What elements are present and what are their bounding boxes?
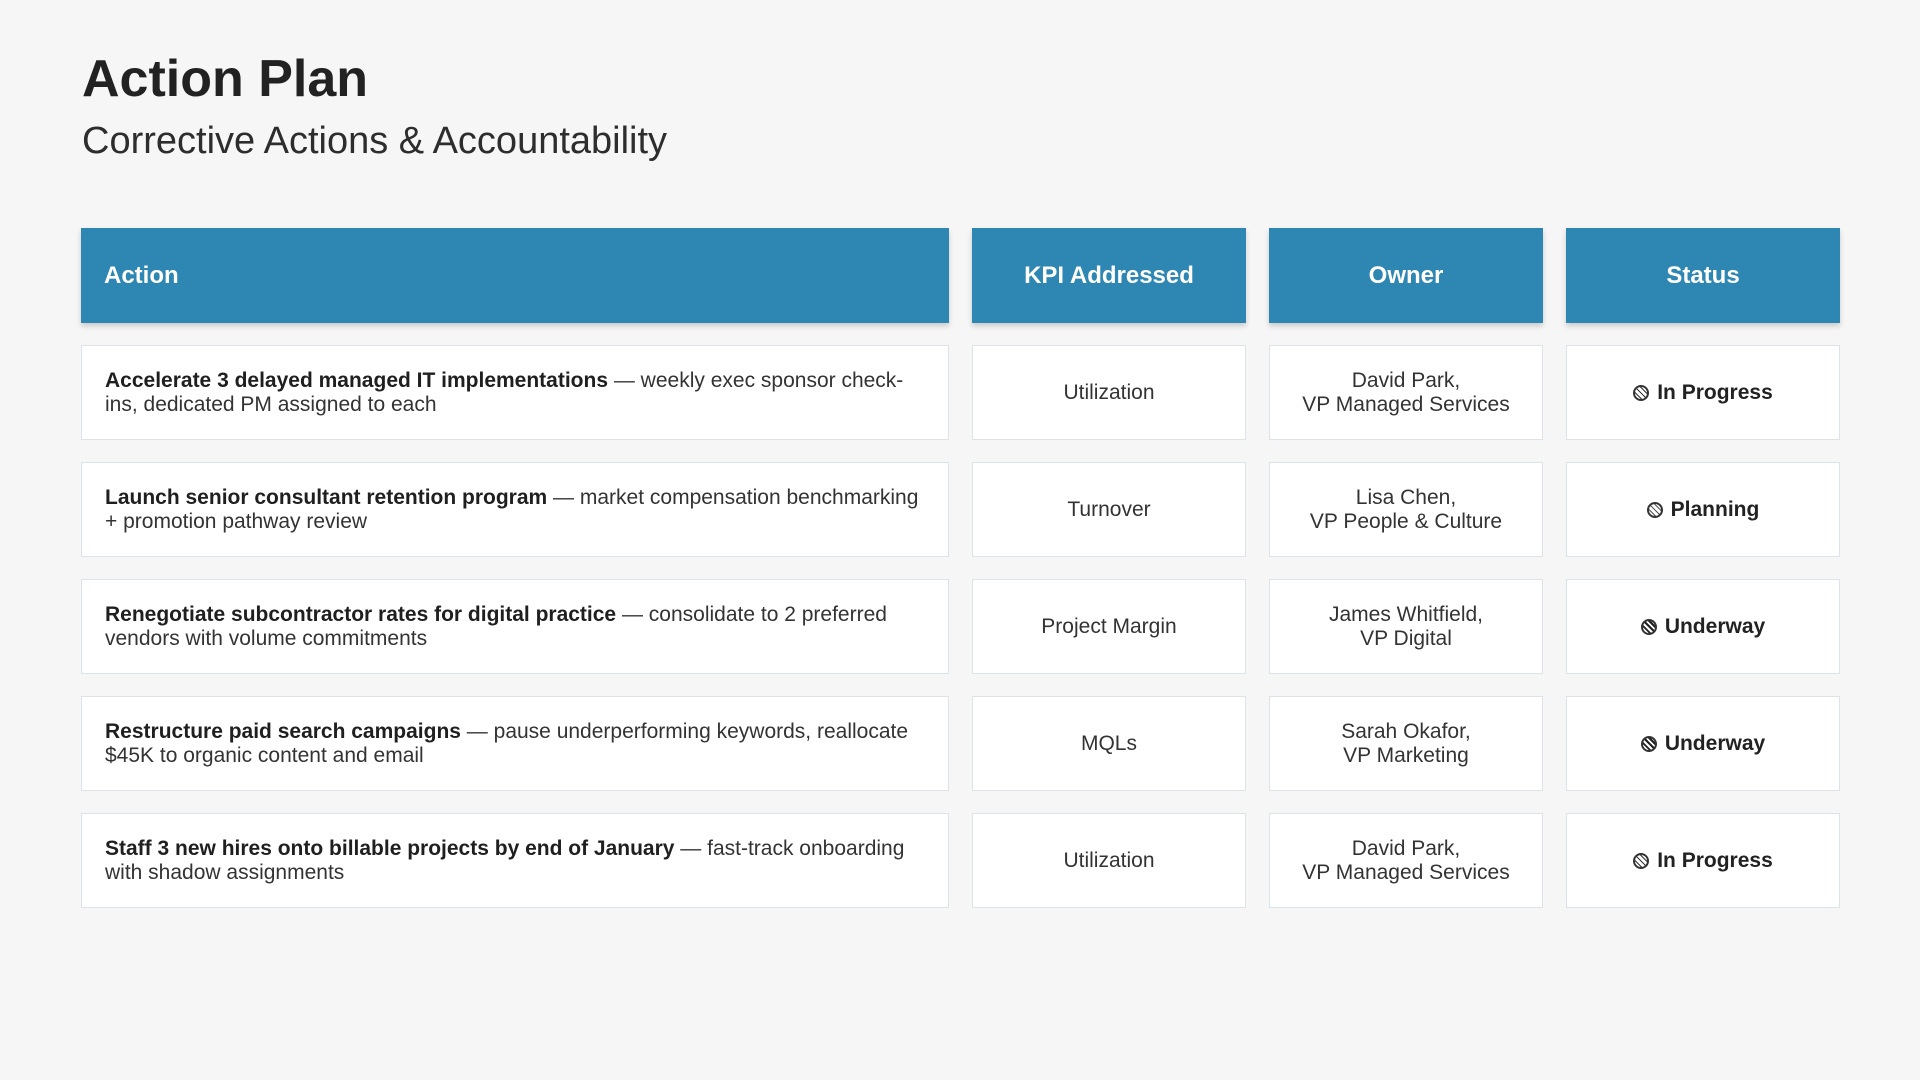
- status-cell: [1566, 813, 1840, 908]
- action-plan-table: [81, 228, 1840, 908]
- status-label: In Progress: [1657, 848, 1773, 872]
- action-detail: — market compensation benchmarking + promotion pathway review: [105, 485, 919, 533]
- action-text: [105, 369, 926, 417]
- owner-name: Sarah Okafor,: [1341, 719, 1471, 743]
- status-badge: [1633, 849, 1773, 873]
- owner-name: David Park,: [1351, 836, 1461, 860]
- in-progress-icon: [1633, 853, 1649, 869]
- table-row-action: [81, 345, 949, 440]
- table-row-action: [81, 696, 949, 791]
- owner-title: VP Digital: [1360, 626, 1452, 650]
- status-label: In Progress: [1657, 380, 1773, 404]
- status-label: Underway: [1664, 731, 1766, 755]
- owner-title: VP Managed Services: [1302, 392, 1510, 416]
- action-title: Accelerate 3 delayed managed IT implementations: [105, 368, 609, 392]
- table-row-action: [81, 579, 949, 674]
- action-title: Renegotiate subcontractor rates for digital practice: [105, 602, 617, 626]
- status-cell: [1566, 579, 1840, 674]
- owner-title: VP Marketing: [1343, 743, 1469, 767]
- action-detail: — fast-track onboarding with shadow assignments: [105, 836, 905, 884]
- status-badge: [1647, 498, 1760, 522]
- owner-cell: [1269, 579, 1543, 674]
- kpi-cell: MQLs: [972, 696, 1246, 791]
- in-progress-icon: [1633, 385, 1649, 401]
- table-row-action: [81, 462, 949, 557]
- status-badge: [1641, 615, 1765, 639]
- owner-title: VP People & Culture: [1309, 509, 1503, 533]
- kpi-cell: Utilization: [972, 345, 1246, 440]
- owner-name: Lisa Chen,: [1355, 485, 1457, 509]
- owner-cell: [1269, 345, 1543, 440]
- table-row-action: [81, 813, 949, 908]
- status-cell: [1566, 462, 1840, 557]
- header-kpi: KPI Addressed: [972, 228, 1246, 323]
- action-title: Restructure paid search campaigns: [105, 719, 461, 743]
- page-subtitle: Corrective Actions & Accountability: [82, 120, 668, 162]
- kpi-cell: Turnover: [972, 462, 1246, 557]
- owner-cell: [1269, 696, 1543, 791]
- action-text: [105, 720, 926, 768]
- status-cell: [1566, 696, 1840, 791]
- status-badge: [1633, 381, 1773, 405]
- action-text: [105, 486, 926, 534]
- planning-icon: [1647, 502, 1663, 518]
- status-badge: [1641, 732, 1765, 756]
- owner-cell: [1269, 813, 1543, 908]
- action-detail: — weekly exec sponsor check-ins, dedicated PM assigned to each: [105, 368, 904, 416]
- owner-name: David Park,: [1351, 368, 1461, 392]
- owner-name: James Whitfield,: [1328, 602, 1484, 626]
- kpi-cell: Project Margin: [972, 579, 1246, 674]
- underway-icon: [1641, 736, 1657, 752]
- action-text: [105, 837, 926, 885]
- status-cell: [1566, 345, 1840, 440]
- action-text: [105, 603, 926, 651]
- action-title: Launch senior consultant retention program: [105, 485, 548, 509]
- status-label: Underway: [1664, 614, 1766, 638]
- page-title: Action Plan: [82, 50, 369, 108]
- action-title: Staff 3 new hires onto billable projects by end of January: [105, 836, 675, 860]
- action-detail: — consolidate to 2 preferred vendors with volume commitments: [105, 602, 887, 650]
- owner-cell: [1269, 462, 1543, 557]
- action-detail: — pause underperforming keywords, reallocate $45K to organic content and email: [105, 719, 909, 767]
- underway-icon: [1641, 619, 1657, 635]
- owner-title: VP Managed Services: [1302, 860, 1510, 884]
- header-owner: Owner: [1269, 228, 1543, 323]
- kpi-cell: Utilization: [972, 813, 1246, 908]
- header-action: Action: [81, 228, 949, 323]
- status-label: Planning: [1670, 497, 1760, 521]
- header-status: Status: [1566, 228, 1840, 323]
